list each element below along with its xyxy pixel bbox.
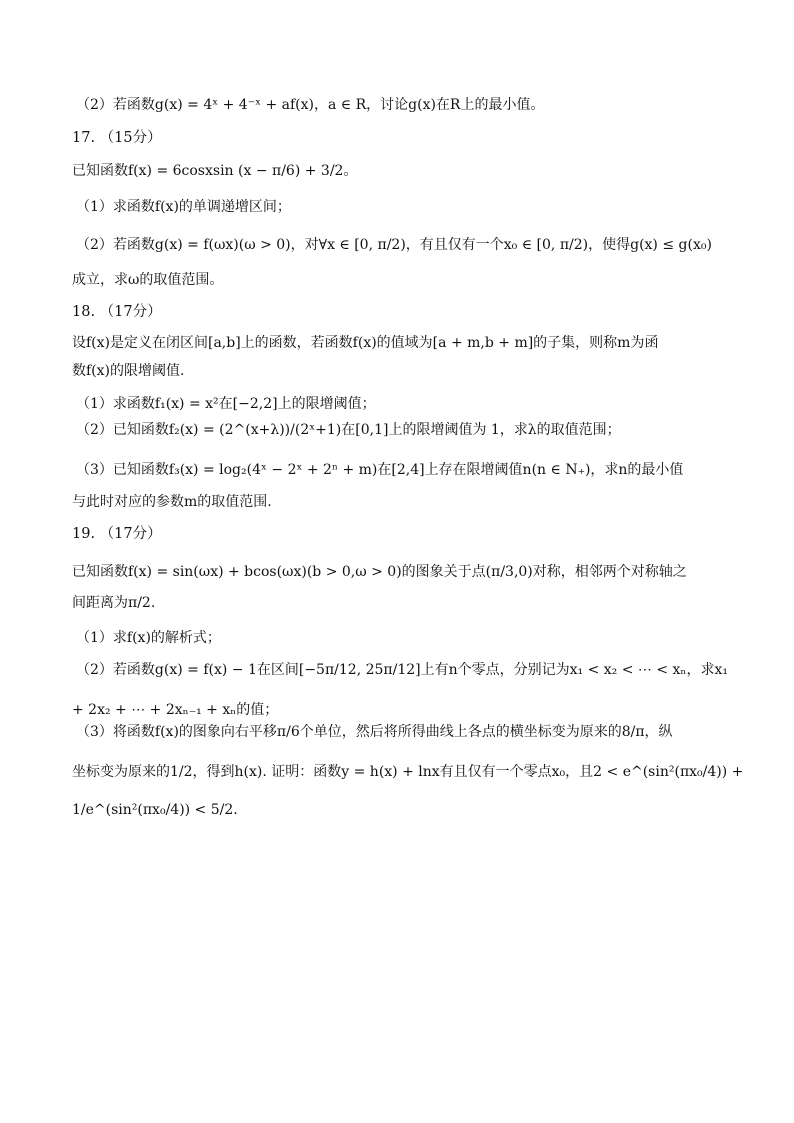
q18-part3-cont: 与此时对应的参数m的取值范围.: [72, 494, 272, 510]
q18-part3: （3）已知函数f₃(x) = log₂(4ˣ − 2ˣ + 2ⁿ + m)在[2,4]上存在限增阈值n(n ∈ N₊)，求n的最小值: [76, 462, 684, 478]
q19-part3-end: 1/e^(sin²(πx₀/4)) < 5/2.: [72, 802, 238, 818]
q18-heading: 18. （17分）: [72, 304, 162, 320]
q19-part3: （3）将函数f(x)的图象向右平移π/6个单位，然后将所得曲线上各点的横坐标变为原来的8/π，纵: [76, 724, 673, 740]
q19-part3-cont: 坐标变为原来的1/2，得到h(x). 证明：函数y = h(x) + lnx有且仅有一个零点x₀，且2 < e^(sin²(πx₀/4)) +: [72, 764, 744, 780]
q18-part2: （2）已知函数f₂(x) = (2^(x+λ))/(2ˣ+1)在[0,1]上的限增阈值为 1，求λ的取值范围；: [76, 422, 621, 438]
q17-stem: 已知函数f(x) = 6cosxsin (x − π/6) + 3/2。: [72, 163, 358, 179]
q19-stem: 已知函数f(x) = sin(ωx) + bcos(ωx)(b > 0,ω > 0)的图象关于点(π/3,0)对称，相邻两个对称轴之: [72, 564, 687, 580]
q19-stem-cont: 间距离为π/2.: [72, 595, 156, 611]
q19-part2: （2）若函数g(x) = f(x) − 1在区间[−5π/12, 25π/12]上有n个零点，分别记为x₁ < x₂ < ⋯ < xₙ，求x₁: [76, 662, 728, 678]
q17-part1: （1）求函数f(x)的单调递增区间；: [76, 199, 291, 215]
q17-part2-cont: 成立，求ω的取值范围。: [72, 272, 224, 288]
q17-heading: 17. （15分）: [72, 130, 162, 146]
q17-part2: （2）若函数g(x) = f(ωx)(ω > 0)，对∀x ∈ [0, π/2)，有且仅有一个x₀ ∈ [0, π/2)，使得g(x) ≤ g(x₀): [76, 237, 712, 253]
q18-part1: （1）求函数f₁(x) = x²在[−2,2]上的限增阈值；: [76, 396, 376, 412]
q16-part2: （2）若函数g(x) = 4ˣ + 4⁻ˣ + af(x)，a ∈ R，讨论g(x)在R上的最小值。: [76, 97, 545, 113]
q19-heading: 19. （17分）: [72, 526, 162, 542]
q18-stem: 设f(x)是定义在闭区间[a,b]上的函数，若函数f(x)的值域为[a + m,b + m]的子集，则称m为函: [72, 335, 659, 351]
q18-stem-cont: 数f(x)的限增阈值.: [72, 363, 185, 379]
q19-part2-cont: + 2x₂ + ⋯ + 2xₙ₋₁ + xₙ的值；: [72, 702, 279, 718]
q19-part1: （1）求f(x)的解析式；: [76, 630, 221, 646]
